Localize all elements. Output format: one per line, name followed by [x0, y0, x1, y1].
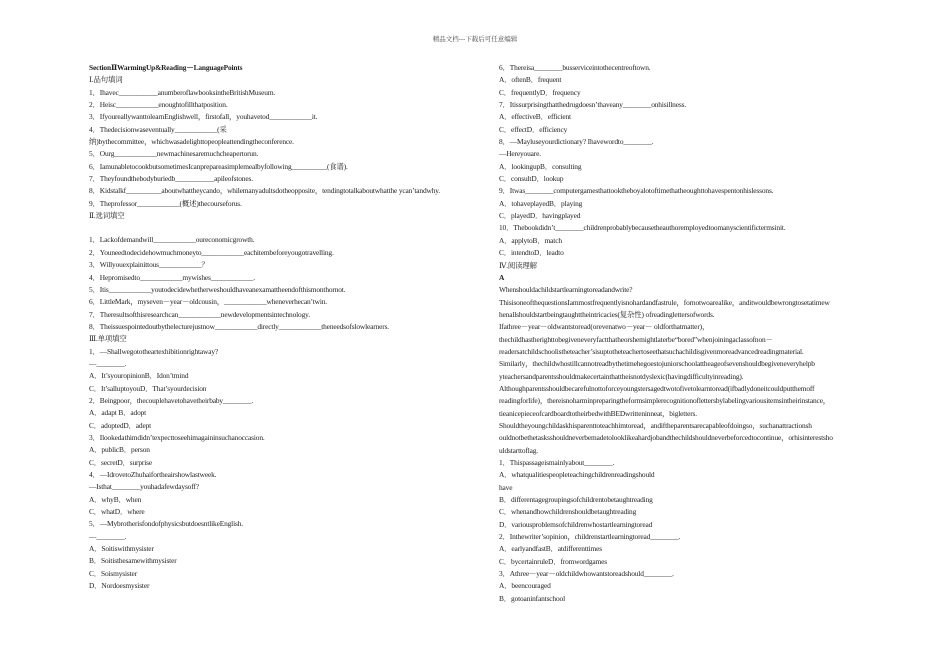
left-line: 8．Kidstalkf__________aboutwhattheycando，whilemanyadultsdotheopposite，tendingtotalkaboutwhatthe ycan’tandwhy.	[89, 186, 441, 196]
left-line: 2．Heisc____________enoughtofillthatposition.	[89, 100, 228, 110]
right-line: A．applytoB．match	[499, 235, 562, 245]
left-line: A．publicB．person	[89, 445, 150, 455]
left-line: —________.	[89, 358, 127, 368]
left-line: 2．Youneedtodecidehowmuchmoneyto____________eachitembeforeyougotravelling.	[89, 247, 334, 257]
left-line: 4．Thedecisionwaseventually____________(采	[89, 124, 227, 134]
left-line: 5．Itis____________youtodecidewhetherweshouldhaveanexamattheendofthismonthornot.	[89, 284, 346, 294]
right-line: 7．Itissurprisingthatthedrugdoesn’thaveany________onhisillness.	[499, 100, 687, 110]
left-line: 5．Ourg____________newmachinesaremuchcheapertorun.	[89, 149, 259, 159]
right-line: C．intendtoD．leadto	[499, 248, 564, 258]
left-line: C．secretD．surprise	[89, 457, 152, 467]
right-line: Althoughparentsshouldbecarefulnottoforceyoungstersagedtwotofivetolearntoread(ifbadlydoneitcouldputthemoff readingforlife)，thereisnoharminpreparingtheformsimplerecognitionoflettersbylabelingvariousitemsintheirinstance， tieanicepieceofcardboardtotheirbedwithBEDwritteninneat，bigletters.	[499, 383, 831, 418]
right-line: A．tohaveplayedB．playing	[499, 198, 583, 208]
right-line: A	[499, 272, 505, 282]
right-line: —Hereyouare.	[499, 149, 541, 159]
right-line: 3．Athree－year－oldchildwhowantstoreadshould________.	[499, 569, 674, 579]
right-line: 1．Thispassageismainlyabout________.	[499, 458, 615, 467]
left-line: 5．—MybrotherisfondofphysicsbutdoesntlikeEnglish.	[89, 519, 243, 529]
left-line: Ⅱ.选词填空	[89, 211, 125, 221]
right-line: Similarly，thechildwhostillcannotreadbythetimehegoestojuniorschoolattheageofsevenshouldbegiveneveryhelpb yteachersandparentsshouldmakecertainthattheisnotdyslexic(havingdifficultyinreading).	[499, 359, 815, 381]
right-line: C．effectD．efficiency	[499, 124, 568, 134]
left-line: Ⅲ.单项填空	[89, 334, 127, 344]
left-line: 2．Beingpoor，thecouplehavetohavetheirbaby________.	[89, 395, 254, 405]
right-line: A．lookingupB．consulting	[499, 161, 582, 171]
right-line: 8．—Mayluseyourdictionary? Ihavewordto________.	[499, 137, 654, 147]
left-line	[89, 222, 465, 234]
right-line: A．beencouraged	[499, 581, 551, 591]
left-line: C．adoptedD．adept	[89, 420, 152, 430]
right-line: 10．Thebookdidn’t________childrenprobablybecausetheauthoremployedtoomanyscientifictermsinit.	[499, 223, 786, 233]
left-line: 3．Willyouexplainittous____________？	[89, 260, 209, 270]
left-line: 4．—IdrovetoZhuhaifortheairshowlastweek.	[89, 470, 217, 479]
left-line: 8．Theissuespointedoutbythelecturejustnow____________directly____________theneedsofslowlearners.	[89, 321, 389, 331]
right-line: D．variousproblemsofchildrenwhostartlearningtoread	[499, 519, 653, 529]
right-line: C．playedD．havingplayed	[499, 211, 581, 221]
right-line: B．differentagegroupingsofchildrentobetaughtreading	[499, 495, 653, 505]
left-line: SectionⅡWarmingUp&Reading－LanguagePoints	[89, 63, 243, 72]
left-line: A．It’syouropinionB．Idon’tmind	[89, 371, 189, 381]
left-column	[89, 62, 465, 592]
left-line: B．Soitisthesamewithmysister	[89, 556, 177, 566]
right-line: 6．Thereisa________busserviceintothecentreoftown.	[499, 63, 651, 72]
left-line: 7．Theyfoundthebodyburiedb___________apileofstones.	[89, 174, 253, 184]
left-line: 7．Theresultsofthisresearchcan____________newdevelopmentsintechnology.	[89, 309, 310, 319]
right-line: Shouldtheyoungchildaskhisparenttoteachhimtoread，andiftheparentsarecapableofdoingso，suchanattractionsh ouldnotbethetasksshouldneverbemadetolooklikeahardjobandthechildshouldneverbeforcedtocontinue，orhisinterestsho uldstarttoflag.	[499, 420, 833, 455]
left-line: A．whyB．when	[89, 494, 142, 504]
left-line: Ⅰ.品句填词	[89, 75, 123, 85]
left-line: 1．Ihavec___________anumberoflawbooksintheBritishMuseum.	[89, 87, 276, 97]
right-line: A．whatqualitiespeopleteachingchildrenreadingshould	[499, 470, 655, 480]
right-line: A．oftenB．frequent	[499, 75, 562, 85]
right-line: 9．Itwas________computergamesthattooktheboyalotoftimethatheoughttohavespentonhislessons.	[499, 186, 774, 196]
right-line: 2．Inthewriter’sopinion，childrenstartlearningtoread________.	[499, 532, 681, 542]
left-line: 1．—Shallwegototheartexhibitionrightaway?	[89, 346, 219, 356]
right-line: Ifathree－year－oldwantstoread(orevenatwo－year－ oldforthatmatter)，thechildhastherighttobegiveneveryfactthatheorshemightlaterbe“bored”whenjoiningaclassofnon－ readersatchildschoolistheteacher’sisuptotheteachertoseethatsuchachildisgivenmoreadvancedreadingmaterial.	[499, 322, 804, 356]
left-line: A．Soitiswithmysister	[89, 544, 154, 554]
right-line: C．consultD．lookup	[499, 174, 564, 184]
left-line: 3．Ilookedathimdidn’texpecttoseehimagaininsuchanoccasion.	[89, 432, 265, 442]
right-line: Whenshouldachildstartlearningtoreadandwrite?	[499, 285, 633, 295]
right-line: A．effectiveB．efficient	[499, 112, 571, 122]
right-line: B．gotoaninfantschool	[499, 593, 565, 603]
right-line: have	[499, 482, 513, 492]
left-line: C．Soismysister	[89, 568, 137, 578]
left-line: A．adapt B．adopt	[89, 408, 147, 418]
left-line: 6．LittleMark，myseven－year－oldcousin，____________wheneverhecan’twin.	[89, 297, 327, 307]
right-line: Ⅳ.阅读理解	[499, 260, 537, 270]
left-line: D．Nordoesmysister	[89, 581, 150, 591]
left-line: C．It’salluptoyouD．That’syourdecision	[89, 383, 207, 393]
page-header: 精品文档---下载后可任意编辑	[432, 36, 518, 43]
left-line: 4．Hepromisedto____________mywishes____________.	[89, 272, 256, 282]
left-line: 纳)bythecommittee，whichwasadelighttopeopleattendingtheconference.	[89, 137, 294, 147]
left-line: C．whatD．where	[89, 507, 145, 517]
left-line: 9．Theprofessor____________(概述)thecourseforus.	[89, 198, 242, 208]
right-line: C．bycertainruleD．fromwordgames	[499, 556, 607, 566]
left-line: 1．Lackofdemandwill____________oureconomicgrowth.	[89, 235, 255, 245]
left-line: —Isthat________youhadafewdaysoff?	[89, 482, 199, 492]
right-column	[499, 62, 855, 605]
right-line: C．whenandhowchildrenshouldbetaughtreading	[499, 507, 637, 517]
right-line: ThisisoneofthequestionsIammostfrequentlyisnohardandfastrule，fornotwoarealike，anditwouldbewrongtosetatimew henallshouldstartbeingtaughttheintricacies(复杂性) ofreadinglettersofwords.	[499, 297, 830, 319]
left-line: 6．IamunabletocookbutsometimesIcanprepareasimplemealbyfollowing__________(食谱).	[89, 161, 348, 171]
left-line: —________.	[89, 531, 127, 541]
right-line: A．earlyandfastB．atdifferenttimes	[499, 544, 603, 554]
left-line: 3．IfyoureallywanttolearnEnglishwell，firstofall，youhavetod____________it.	[89, 112, 318, 122]
right-line: C．frequentlyD．frequency	[499, 87, 581, 97]
